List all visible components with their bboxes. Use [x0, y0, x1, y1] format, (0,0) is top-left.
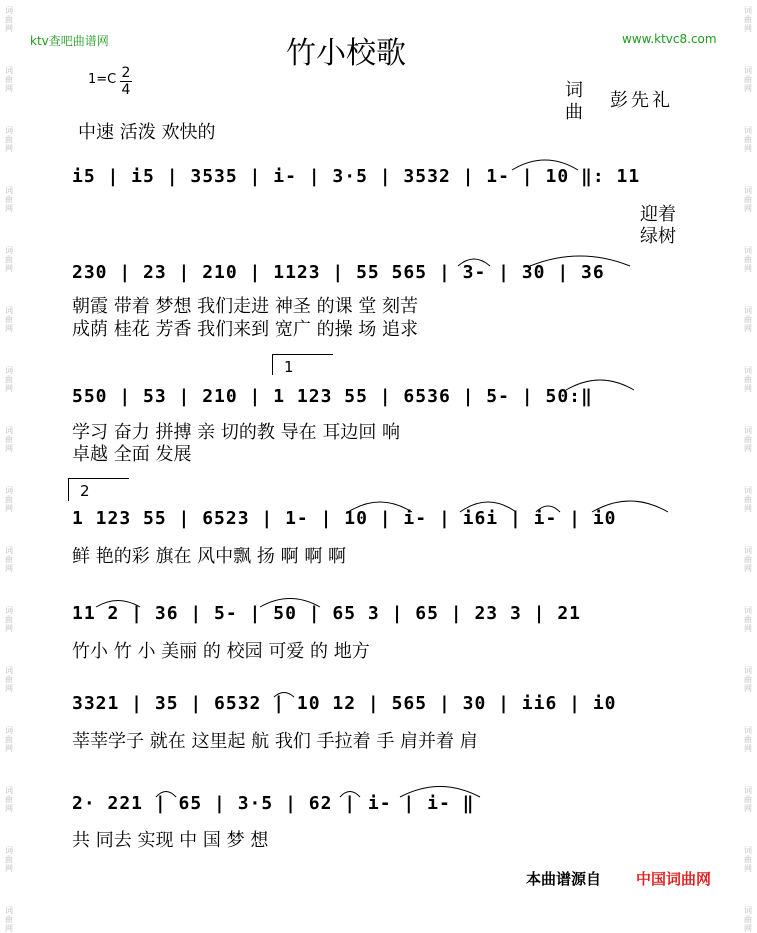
slur	[348, 502, 412, 512]
notation-row-4: 1 123 55 | 6523 | 1- | 10 | i- | i6i | i- | i0	[72, 508, 617, 529]
watermark-text: 词曲网	[744, 306, 752, 333]
watermark-text: 词曲网	[5, 846, 13, 873]
slur	[274, 693, 294, 698]
lyric-line: 学习 奋力 拼搏 亲 切的教 导在 耳边回 响	[72, 422, 401, 443]
watermark-text: 词曲网	[744, 666, 752, 693]
lyric-line: 莘莘学子 就在 这里起 航 我们 手拉着 手 肩并着 肩	[72, 731, 478, 752]
volta-second-number: 2	[80, 482, 90, 500]
site-url-right: www.ktvc8.com	[622, 32, 717, 46]
slur	[260, 599, 320, 608]
watermark-text: 词曲网	[5, 726, 13, 753]
slur	[400, 787, 480, 798]
watermark-text: 词曲网	[5, 126, 13, 153]
slur	[592, 501, 668, 512]
watermark-text: 词曲网	[5, 186, 13, 213]
site-name-left: ktv查吧曲谱网	[30, 34, 109, 48]
lyric-line: 竹小 竹 小 美丽 的 校园 可爱 的 地方	[72, 641, 370, 662]
watermark-text: 词曲网	[744, 546, 752, 573]
lyric-line: 卓越 全面 发展	[72, 444, 192, 465]
watermark-text: 词曲网	[5, 366, 13, 393]
key-signature: 1=C	[88, 72, 117, 87]
notation-row-3: 550 | 53 | 210 | 1 123 55 | 6536 | 5- | 50:‖	[72, 386, 593, 407]
lyricist-label: 词	[565, 80, 583, 101]
credit-name: 彭先礼	[610, 90, 673, 111]
watermark-text: 词曲网	[5, 906, 13, 933]
watermark-text: 词曲网	[5, 606, 13, 633]
watermark-text: 词曲网	[5, 306, 13, 333]
song-title: 竹小校歌	[286, 36, 406, 71]
notation-row-2: 230 | 23 | 210 | 1123 | 55 565 | 3- | 30 | 36	[72, 262, 605, 283]
footer-source-site[interactable]: 中国词曲网	[636, 870, 712, 888]
watermark-text: 词曲网	[5, 66, 13, 93]
notation-row-6: 3321 | 35 | 6532 | 10 12 | 565 | 30 | ii6 | i0	[72, 693, 617, 714]
watermark-text: 词曲网	[5, 546, 13, 573]
watermark-text: 词曲网	[5, 6, 13, 33]
tempo-marking: 中速 活泼 欢快的	[78, 122, 216, 143]
watermark-text: 词曲网	[5, 426, 13, 453]
watermark-text: 词曲网	[5, 786, 13, 813]
lyric-line: 共 同去 实现 中 国 梦 想	[72, 830, 269, 851]
watermark-text: 词曲网	[5, 246, 13, 273]
slur	[536, 506, 560, 512]
watermark-text: 词曲网	[744, 426, 752, 453]
watermark-text: 词曲网	[744, 846, 752, 873]
slur	[460, 502, 516, 512]
watermark-text: 词曲网	[5, 486, 13, 513]
watermark-text: 词曲网	[744, 726, 752, 753]
lyric-line: 鲜 艳的彩 旗在 风中飘 扬 啊 啊 啊	[72, 546, 347, 567]
lyric-line: 成荫 桂花 芳香 我们来到 宽广 的操 场 追求	[72, 319, 419, 340]
notation-row-5: 11 2 | 36 | 5- | 50 | 65 3 | 65 | 23 3 | 21	[72, 603, 581, 624]
time-signature-bottom: 4	[121, 82, 131, 98]
watermark-text: 词曲网	[744, 246, 752, 273]
time-signature-top: 2	[121, 65, 131, 81]
slur	[530, 256, 630, 266]
watermark-text: 词曲网	[744, 366, 752, 393]
watermark-text: 词曲网	[744, 126, 752, 153]
lyric-line: 绿树	[640, 226, 676, 247]
watermark-text: 词曲网	[744, 786, 752, 813]
slur	[156, 792, 176, 798]
slur	[340, 792, 360, 798]
slur	[512, 160, 578, 170]
lyric-line: 朝霞 带着 梦想 我们走进 神圣 的课 堂 刻苦	[72, 296, 419, 317]
footer-source-label: 本曲谱源自	[526, 870, 602, 888]
notation-row-7: 2· 221 | 65 | 3·5 | 62 | i- | i- ‖	[72, 793, 475, 814]
watermark-text: 词曲网	[744, 186, 752, 213]
watermark-text: 词曲网	[744, 66, 752, 93]
watermark-text: 词曲网	[744, 606, 752, 633]
slur	[566, 380, 634, 390]
notation-row-1: i5 | i5 | 3535 | i- | 3·5 | 3532 | 1- | 10 ‖: 11	[72, 166, 641, 187]
watermark-text: 词曲网	[5, 666, 13, 693]
slur	[96, 601, 140, 608]
composer-label: 曲	[565, 102, 583, 123]
watermark-text: 词曲网	[744, 486, 752, 513]
watermark-text: 词曲网	[744, 906, 752, 933]
lyric-line: 迎着	[640, 204, 676, 225]
volta-first-number: 1	[284, 358, 294, 376]
slur	[458, 259, 490, 266]
watermark-text: 词曲网	[744, 6, 752, 33]
